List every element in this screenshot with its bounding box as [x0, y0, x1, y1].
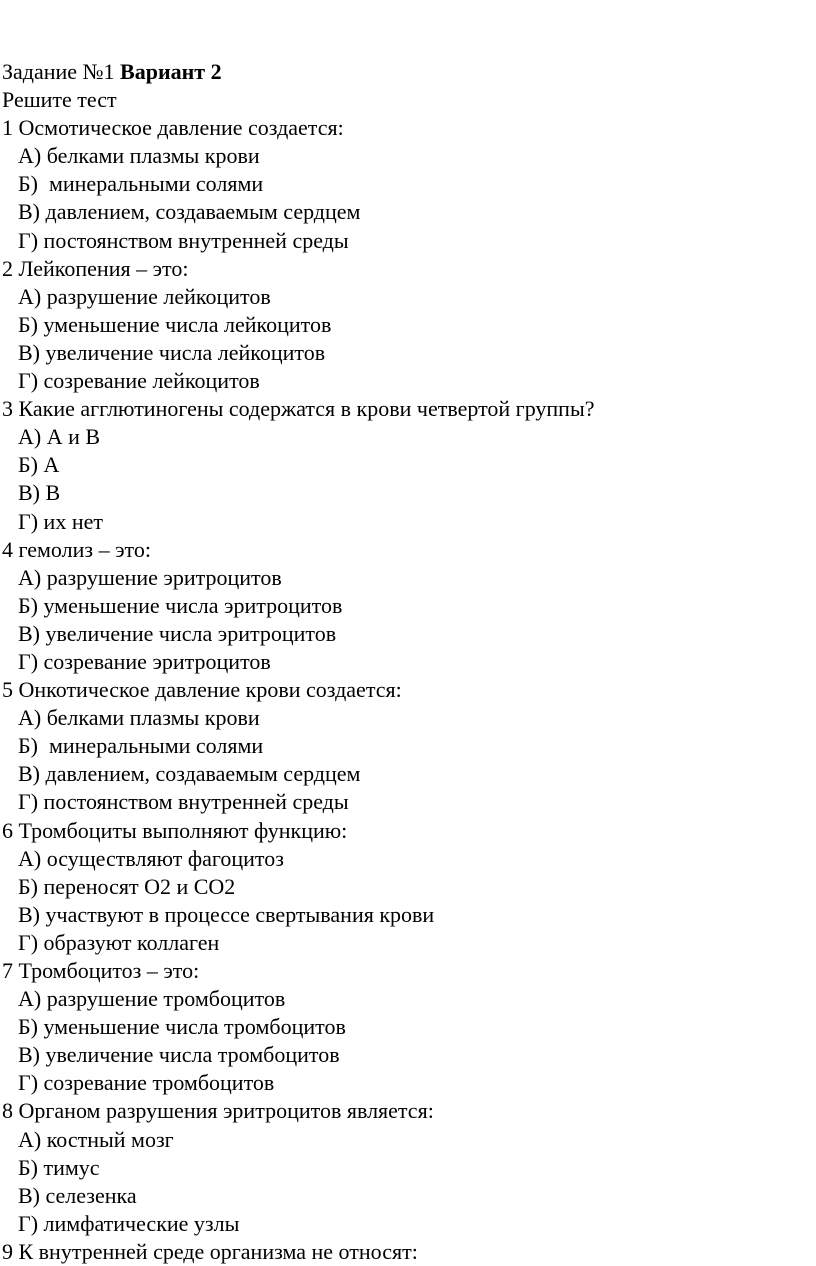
answer-option: В) селезенка [18, 1182, 137, 1208]
question-text [0, 1238, 816, 1266]
answer-option: А) осуществляют фагоцитоз [18, 845, 284, 871]
answer-option: Б) минеральными солями [18, 733, 264, 759]
answer-option: Б) тимус [18, 1154, 100, 1180]
answer-option: А) костный мозг [18, 1126, 174, 1152]
answer-option: В) давлением, создаваемым сердцем [18, 199, 361, 225]
answer-option: А) белками плазмы крови [18, 143, 260, 169]
question-label: Тромбоцитоз – это: [18, 958, 200, 983]
question-number: 1 [2, 115, 13, 141]
question-number: 2 [2, 255, 13, 281]
question-label: гемолиз – это: [18, 536, 151, 562]
task-label: Задание №1 [2, 59, 115, 84]
question-label: Онкотическое давление крови создается: [18, 677, 402, 703]
question-text [0, 255, 816, 283]
question-number: 5 [2, 677, 13, 703]
question-label: К внутренней среде организма не относят: [18, 1238, 418, 1264]
question-number: 4 [2, 536, 13, 562]
question-block [0, 255, 816, 395]
question-list [0, 114, 816, 1266]
answer-option: Г) созревание тромбоцитов [18, 1070, 275, 1096]
answer-option: Б) переносят О2 и СО2 [18, 873, 236, 899]
question-block [0, 114, 816, 254]
answer-option: Б) уменьшение числа тромбоцитов [18, 1014, 346, 1040]
question-block [0, 817, 816, 957]
answer-option: Г) созревание лейкоцитов [18, 368, 260, 394]
question-label: Тромбоциты выполняют функцию: [18, 817, 348, 843]
question-text [0, 536, 816, 564]
question-block [0, 536, 816, 676]
question-text [0, 395, 816, 423]
answer-option: В) В [18, 480, 61, 506]
answer-option: Б) уменьшение числа эритроцитов [18, 592, 343, 618]
answer-option: А) белками плазмы крови [18, 705, 260, 731]
answer-option: А) разрушение тромбоцитов [18, 986, 286, 1012]
question-label: Осмотическое давление создается: [18, 115, 344, 141]
variant-label: Вариант 2 [120, 59, 222, 84]
instruction: Решите тест [2, 87, 117, 113]
question-text [0, 1097, 816, 1125]
question-block [0, 957, 816, 1097]
answer-option: А) разрушение эритроцитов [18, 564, 282, 590]
question-number: 7 [2, 958, 13, 983]
question-number: 3 [2, 396, 13, 422]
question-label: Лейкопения – это: [18, 255, 189, 281]
question-label: Органом разрушения эритроцитов является: [18, 1098, 434, 1124]
task-header [0, 58, 816, 86]
question-block [0, 395, 816, 535]
answer-option: Г) лимфатические узлы [18, 1210, 240, 1236]
question-number: 9 [2, 1238, 13, 1264]
question-text [0, 676, 816, 704]
question-block [0, 1097, 816, 1237]
answer-option: В) увеличение числа тромбоцитов [18, 1042, 340, 1068]
answer-option: Г) постоянством внутренней среды [18, 789, 349, 815]
answer-option: Б) А [18, 452, 60, 478]
question-text [0, 817, 816, 845]
answer-option: Г) созревание эритроцитов [18, 648, 271, 674]
answer-option: Б) уменьшение числа лейкоцитов [18, 311, 332, 337]
question-block [0, 1238, 816, 1266]
question-label: Какие агглютиногены содержатся в крови четвертой группы? [18, 396, 595, 422]
question-block [0, 676, 816, 816]
answer-option: В) давлением, создаваемым сердцем [18, 761, 361, 787]
answer-option: В) участвуют в процессе свертывания крови [18, 901, 435, 927]
answer-option: В) увеличение числа лейкоцитов [18, 339, 326, 365]
answer-option: А) А и В [18, 424, 101, 450]
answer-option: Б) минеральными солями [18, 171, 264, 197]
question-text [0, 957, 816, 985]
question-number: 6 [2, 817, 13, 843]
answer-option: А) разрушение лейкоцитов [18, 283, 271, 309]
answer-option: Г) постоянством внутренней среды [18, 227, 349, 253]
question-number: 8 [2, 1098, 13, 1124]
answer-option: Г) образуют коллаген [18, 929, 220, 955]
answer-option: В) увеличение числа эритроцитов [18, 620, 337, 646]
answer-option: Г) их нет [18, 508, 103, 534]
question-text [0, 114, 816, 142]
document-page [0, 58, 816, 1266]
